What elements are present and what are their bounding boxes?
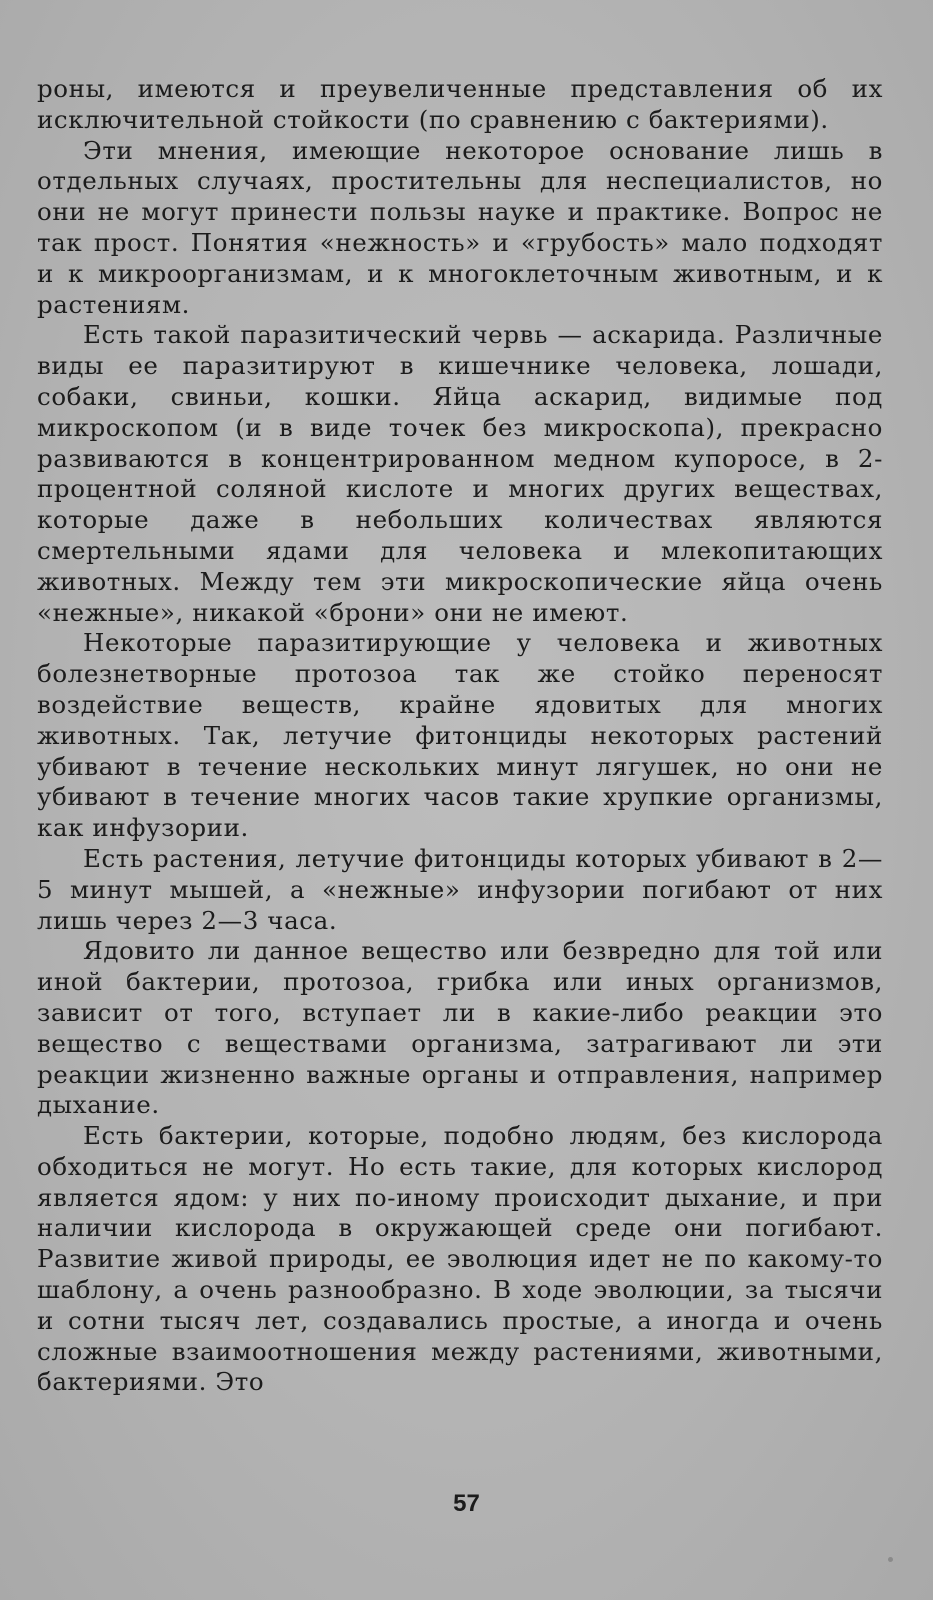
paragraph: Есть бактерии, которые, подобно людям, без кислорода обходиться не могут. Но есть такие, для которых кислород является ядом: у них по-иному происходит дыхание, и при наличии кислорода в окружающей среде они погибают. Развитие живой природы, ее эволюция идет не по какому-то шаблону, а очень разнообразно. В ходе эволюции, за тысячи и сотни тысяч лет, создавались простые, а иногда и очень сложные взаимоотношения между растениями, животными, бактериями. Это bbox=[37, 1121, 883, 1397]
paragraph: Ядовито ли данное вещество или безвредно для той или иной бактерии, протозоа, грибка или иных организмов, зависит от того, вступает ли в какие-либо реакции это вещество с веществами организма, затрагивают ли эти реакции жизненно важные органы и отправления, например дыхание. bbox=[37, 936, 883, 1120]
body-text bbox=[37, 74, 883, 1398]
paragraph: Есть растения, летучие фитонциды которых убивают в 2—5 минут мышей, а «нежные» инфузории погибают от них лишь через 2—3 часа. bbox=[37, 843, 883, 935]
paper-speck bbox=[888, 1557, 893, 1562]
paragraph-continuation: роны, имеются и преувеличенные представления об их исключительной стойкости (по сравнению с бактериями). bbox=[37, 74, 883, 134]
paragraph: Некоторые паразитирующие у человека и животных болезнетворные протозоа так же стойко переносят воздействие веществ, крайне ядовитых для многих животных. Так, летучие фитонциды некоторых растений убивают в течение нескольких минут лягушек, но они не убивают в течение многих часов такие хрупкие организмы, как инфузории. bbox=[37, 628, 883, 843]
paragraph: Эти мнения, имеющие некоторое основание лишь в отдельных случаях, простительны для неспециалистов, но они не могут принести пользы науке и практике. Вопрос не так прост. Понятия «нежность» и «грубость» мало подходят и к микроорганизмам, и к многоклеточным животным, и к растениям. bbox=[37, 135, 883, 319]
paragraph: Есть такой паразитический червь — аскарида. Различные виды ее паразитируют в кишечнике человека, лошади, собаки, свиньи, кошки. Яйца аскарид, видимые под микроскопом (и в виде точек без микроскопа), прекрасно развиваются в концентрированном медном купоросе, в 2-процентной соляной кислоте и многих других веществах, которые даже в небольших количествах являются смертельными ядами для человека и млекопитающих животных. Между тем эти микроскопические яйца очень «нежные», никакой «брони» они не имеют. bbox=[37, 320, 883, 627]
page-number: 57 bbox=[453, 1490, 480, 1517]
